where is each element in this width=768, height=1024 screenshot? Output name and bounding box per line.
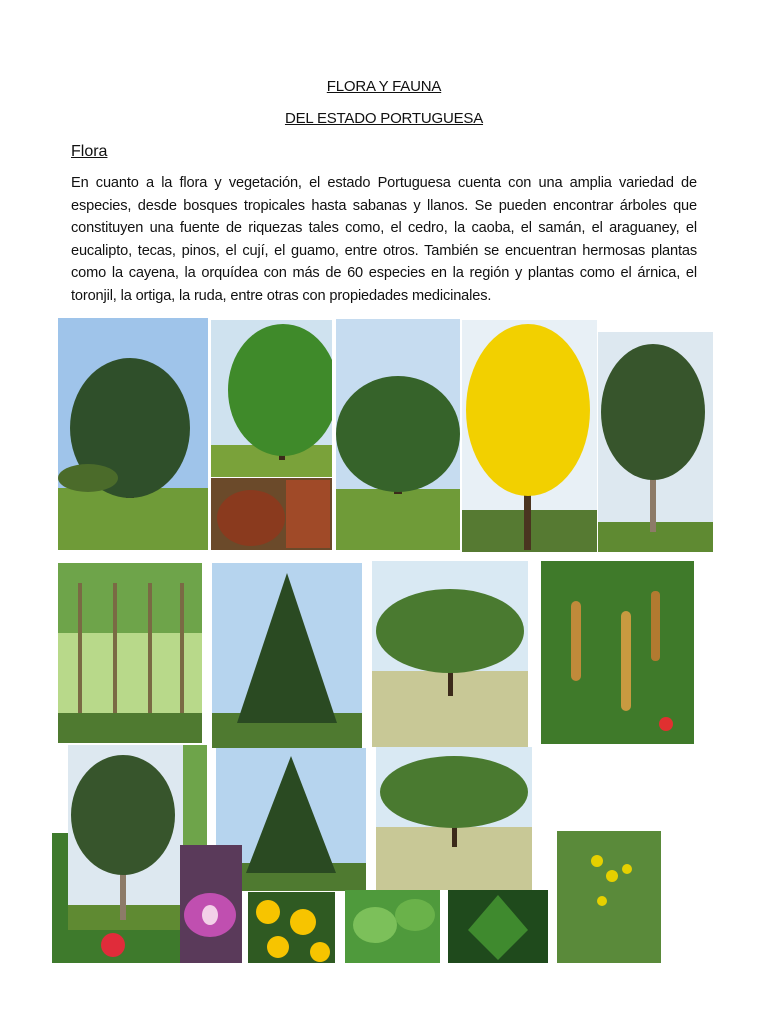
photo-orchid	[180, 845, 242, 963]
photo-eucalyptus-tree-2	[68, 745, 183, 930]
photo-cuji-tree-2	[376, 747, 532, 890]
photo-pine-tree	[212, 563, 362, 748]
photo-toronjil-leaves	[345, 890, 440, 963]
photo-araguaney-tree	[462, 320, 597, 552]
photo-teak-plantation	[58, 563, 202, 743]
photo-eucalyptus-tree	[598, 332, 713, 552]
document-title-line1: FLORA Y FAUNA	[326, 78, 442, 95]
photo-nettle-plant	[448, 890, 548, 963]
photo-cedar-tree	[58, 318, 208, 550]
photo-mahogany-wood	[211, 478, 332, 550]
photo-hibiscus-2	[68, 930, 180, 963]
photo-arnica-flowers	[248, 892, 335, 963]
photo-guamo-pods	[541, 561, 694, 744]
photo-saman-tree	[336, 319, 460, 550]
photo-ruda-plant	[557, 831, 661, 963]
photo-cuji-tree	[372, 561, 528, 747]
photo-hibiscus	[52, 833, 68, 963]
document-title-line2: DEL ESTADO PORTUGUESA	[284, 110, 484, 127]
flora-paragraph: En cuanto a la flora y vegetación, el estado Portuguesa cuenta con una amplia variedad de especies, desde bosques tropicales hasta sabanas y llanos. Se pueden encontrar árboles que constituyen una fuente de riquezas tales como, el cedro, la caoba, el samán, el araguaney, el eucalipto, tecas, pinos, el cují, el guamo, entre otros. También se encuentran hermosas plantas como la cayena, la orquídea con más de 60 especies en la región y plantas como el árnica, el toronjil, la ortiga, la ruda, entre otras con propiedades medicinales.	[71, 175, 697, 304]
section-heading-flora: Flora	[71, 143, 108, 160]
photo-mahogany-tree	[211, 320, 332, 477]
